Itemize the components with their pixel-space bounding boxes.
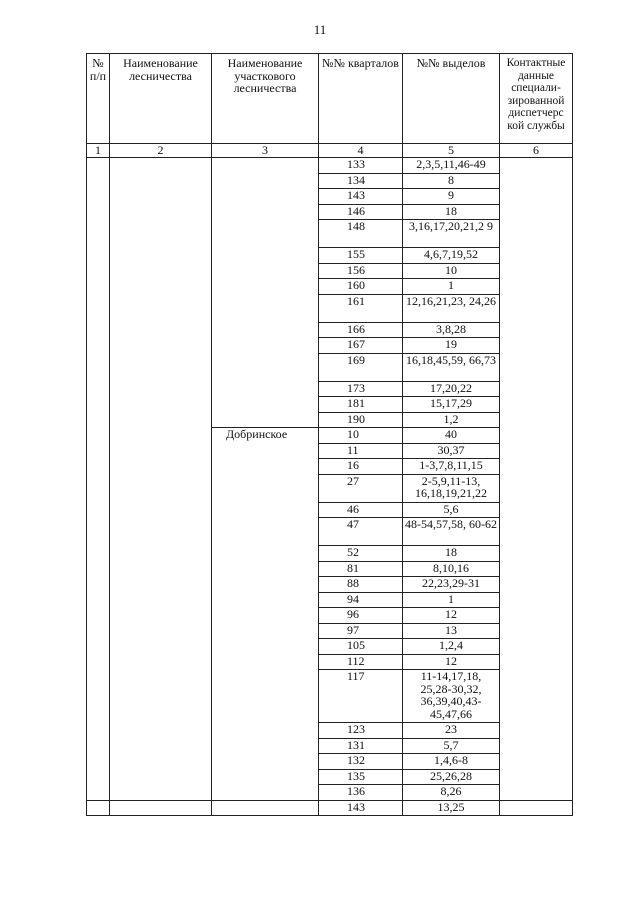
quarter-number: 11 (319, 443, 403, 459)
section-numbers: 18 (403, 546, 500, 562)
section-numbers: 11-14,17,18, 25,28-30,32, 36,39,40,43- 45,47,66 (403, 670, 500, 723)
header-cell-num: № п/п (87, 54, 110, 144)
contacts-cell (500, 800, 573, 816)
quarter-number: 16 (319, 459, 403, 475)
quarter-number: 131 (319, 738, 403, 754)
section-numbers: 12 (403, 654, 500, 670)
quarter-number: 173 (319, 381, 403, 397)
quarter-number: 146 (319, 204, 403, 220)
column-number: 2 (110, 144, 212, 158)
section-numbers: 8 (403, 173, 500, 189)
forest-quarters-table (86, 53, 573, 816)
section-numbers: 25,26,28 (403, 769, 500, 785)
quarter-number: 155 (319, 248, 403, 264)
section-numbers: 18 (403, 204, 500, 220)
quarter-number: 167 (319, 338, 403, 354)
quarter-number: 166 (319, 322, 403, 338)
section-numbers: 9 (403, 189, 500, 205)
quarter-number: 132 (319, 754, 403, 770)
section-numbers: 15,17,29 (403, 397, 500, 413)
section-numbers: 4,6,7,19,52 (403, 248, 500, 264)
quarter-number: 160 (319, 279, 403, 295)
section-numbers: 2,3,5,11,46-49 (403, 158, 500, 174)
section-numbers: 10 (403, 263, 500, 279)
header-cell-district: Наименование участкового лесничества (212, 54, 319, 144)
section-numbers: 19 (403, 338, 500, 354)
section-numbers: 1,4,6-8 (403, 754, 500, 770)
page-number: 11 (313, 22, 327, 37)
table-body (87, 54, 573, 816)
section-numbers: 5,6 (403, 502, 500, 518)
header-row (87, 54, 573, 144)
section-numbers: 2-5,9,11-13, 16,18,19,21,22 (403, 474, 500, 502)
quarter-number: 94 (319, 592, 403, 608)
section-numbers: 1 (403, 279, 500, 295)
quarter-number: 81 (319, 561, 403, 577)
quarter-number: 27 (319, 474, 403, 502)
quarter-number: 136 (319, 785, 403, 801)
quarter-number: 52 (319, 546, 403, 562)
section-numbers: 1 (403, 592, 500, 608)
header-cell-sections: №№ выделов (403, 54, 500, 144)
quarter-number: 97 (319, 623, 403, 639)
quarter-number: 88 (319, 577, 403, 593)
quarter-number: 112 (319, 654, 403, 670)
section-numbers: 12 (403, 608, 500, 624)
column-number: 3 (212, 144, 319, 158)
quarter-number: 10 (319, 428, 403, 444)
quarter-number: 105 (319, 639, 403, 655)
quarter-number: 143 (319, 189, 403, 205)
quarter-number: 46 (319, 502, 403, 518)
section-numbers: 8,26 (403, 785, 500, 801)
table-row (87, 158, 573, 174)
section-numbers: 1,2,4 (403, 639, 500, 655)
quarter-number: 169 (319, 353, 403, 381)
section-numbers: 3,16,17,20,21,2 9 (403, 220, 500, 248)
quarter-number: 143 (319, 800, 403, 816)
quarter-number: 117 (319, 670, 403, 723)
section-numbers: 48-54,57,58, 60-62 (403, 518, 500, 546)
quarter-number: 135 (319, 769, 403, 785)
quarter-number: 96 (319, 608, 403, 624)
header-cell-forestry: Наименование лесничества (110, 54, 212, 144)
row-num-cell (87, 158, 110, 801)
column-number: 5 (403, 144, 500, 158)
header-cell-quarters: №№ кварталов (319, 54, 403, 144)
column-number: 6 (500, 144, 573, 158)
forestry-cell (110, 800, 212, 816)
district-name-dobrinskoe: Добринское (212, 428, 319, 801)
contacts-cell (500, 158, 573, 801)
quarter-number: 133 (319, 158, 403, 174)
section-numbers: 16,18,45,59, 66,73 (403, 353, 500, 381)
section-numbers: 8,10,16 (403, 561, 500, 577)
column-number-row (87, 144, 573, 158)
section-numbers: 1-3,7,8,11,15 (403, 459, 500, 475)
district-cell (212, 800, 319, 816)
quarter-number: 134 (319, 173, 403, 189)
section-numbers: 13 (403, 623, 500, 639)
district-cell (212, 158, 319, 428)
section-numbers: 30,37 (403, 443, 500, 459)
section-numbers: 23 (403, 723, 500, 739)
section-numbers: 1,2 (403, 412, 500, 428)
quarter-number: 161 (319, 294, 403, 322)
header-cell-contacts: Контактные данные специали-зированной диспетчерс кой службы (500, 54, 573, 144)
quarter-number: 47 (319, 518, 403, 546)
section-numbers: 22,23,29-31 (403, 577, 500, 593)
column-number: 4 (319, 144, 403, 158)
row-num-cell (87, 800, 110, 816)
quarter-number: 190 (319, 412, 403, 428)
section-numbers: 13,25 (403, 800, 500, 816)
quarter-number: 148 (319, 220, 403, 248)
section-numbers: 3,8,28 (403, 322, 500, 338)
quarter-number: 156 (319, 263, 403, 279)
quarter-number: 123 (319, 723, 403, 739)
section-numbers: 5,7 (403, 738, 500, 754)
quarter-number: 181 (319, 397, 403, 413)
section-numbers: 12,16,21,23, 24,26 (403, 294, 500, 322)
table-row (87, 800, 573, 816)
section-numbers: 40 (403, 428, 500, 444)
section-numbers: 17,20,22 (403, 381, 500, 397)
forestry-cell (110, 158, 212, 801)
column-number: 1 (87, 144, 110, 158)
